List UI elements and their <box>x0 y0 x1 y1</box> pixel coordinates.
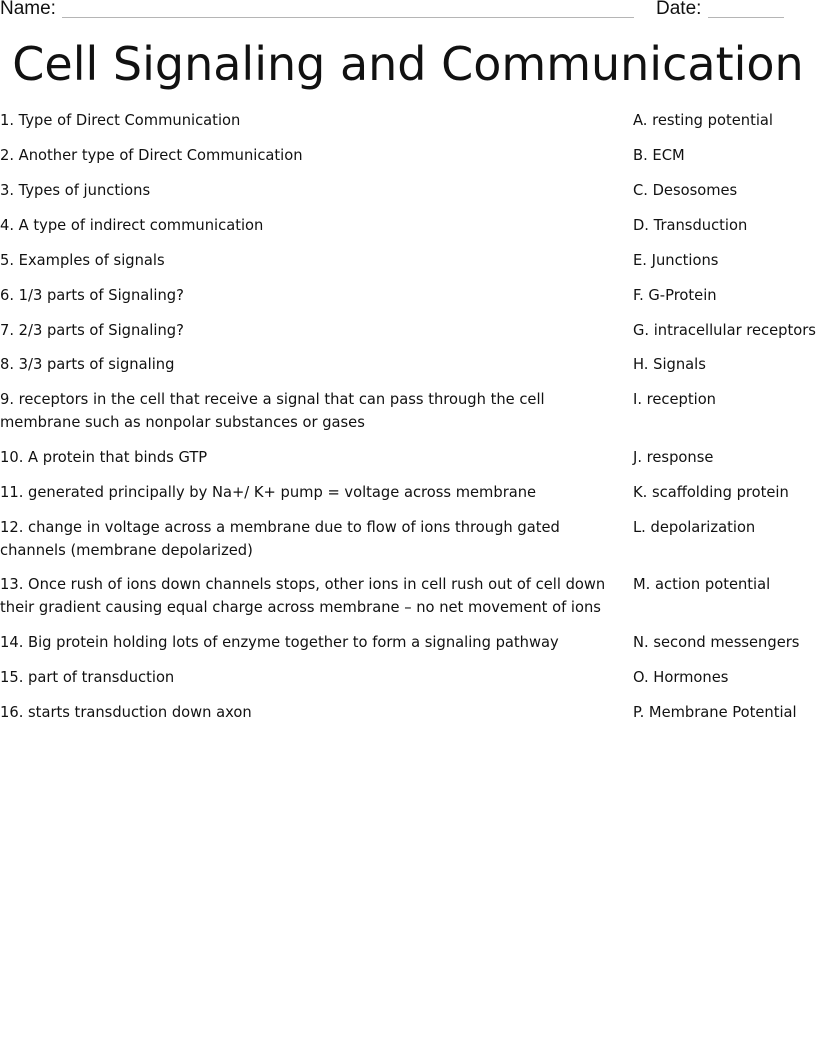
clue-text: 8. 3/3 parts of signaling <box>0 356 175 373</box>
clue-text: 14. Big protein holding lots of enzyme together to form a signaling pathway <box>0 634 559 651</box>
answer-option: G. intracellular receptors <box>633 322 816 339</box>
clue-text: 16. starts transduction down axon <box>0 704 252 721</box>
answer-option: B. ECM <box>633 147 685 164</box>
answer-option: A. resting potential <box>633 112 774 129</box>
matching-row <box>0 354 816 389</box>
answer-option: F. G-Protein <box>633 287 717 304</box>
clue-text: 12. change in voltage across a membrane due to flow of ions through gated channels (membrane depolarized) <box>0 519 560 559</box>
answer-option: D. Transduction <box>633 217 748 234</box>
matching-row <box>0 145 816 180</box>
answer-option: M. action potential <box>633 576 771 593</box>
matching-list <box>0 110 816 737</box>
clue-text: 7. 2/3 parts of Signaling? <box>0 322 184 339</box>
clue-text: 1. Type of Direct Communication <box>0 112 241 129</box>
matching-row <box>0 110 816 145</box>
answer-option: L. depolarization <box>633 519 756 536</box>
matching-row <box>0 702 816 737</box>
clue-text: 2. Another type of Direct Communication <box>0 147 303 164</box>
clue-text: 9. receptors in the cell that receive a signal that can pass through the cell membrane such as nonpolar substances or gases <box>0 391 545 431</box>
clue-text: 5. Examples of signals <box>0 252 165 269</box>
clue-text: 10. A protein that binds GTP <box>0 449 208 466</box>
matching-row <box>0 320 816 354</box>
answer-option: I. reception <box>633 391 716 408</box>
answer-option: K. scaffolding protein <box>633 484 789 501</box>
date-blank-line[interactable] <box>708 17 784 18</box>
matching-row <box>0 285 816 320</box>
answer-option: H. Signals <box>633 356 706 373</box>
matching-row <box>0 180 816 215</box>
name-label: Name: <box>0 0 56 19</box>
date-label: Date: <box>656 0 702 19</box>
matching-row <box>0 250 816 285</box>
matching-row <box>0 482 816 517</box>
clue-text: 6. 1/3 parts of Signaling? <box>0 287 184 304</box>
clue-text: 3. Types of junctions <box>0 182 151 199</box>
matching-row <box>0 667 816 702</box>
clue-text: 11. generated principally by Na+/ K+ pump = voltage across membrane <box>0 484 537 501</box>
matching-row <box>0 574 816 632</box>
worksheet-title: Cell Signaling and Communication <box>12 37 804 91</box>
clue-text: 4. A type of indirect communication <box>0 217 264 234</box>
header-row <box>0 0 816 24</box>
clue-text: 13. Once rush of ions down channels stops, other ions in cell rush out of cell down their gradient causing equal charge across membrane – no net movement of ions <box>0 576 606 616</box>
matching-row <box>0 632 816 667</box>
answer-option: O. Hormones <box>633 669 729 686</box>
answer-option: P. Membrane Potential <box>633 704 797 721</box>
matching-row <box>0 517 816 574</box>
matching-row <box>0 389 816 447</box>
name-blank-line[interactable] <box>62 17 634 18</box>
matching-row <box>0 447 816 482</box>
answer-option: N. second messengers <box>633 634 800 651</box>
answer-option: J. response <box>633 449 714 466</box>
matching-row <box>0 215 816 250</box>
answer-option: C. Desosomes <box>633 182 738 199</box>
clue-text: 15. part of transduction <box>0 669 175 686</box>
answer-option: E. Junctions <box>633 252 719 269</box>
